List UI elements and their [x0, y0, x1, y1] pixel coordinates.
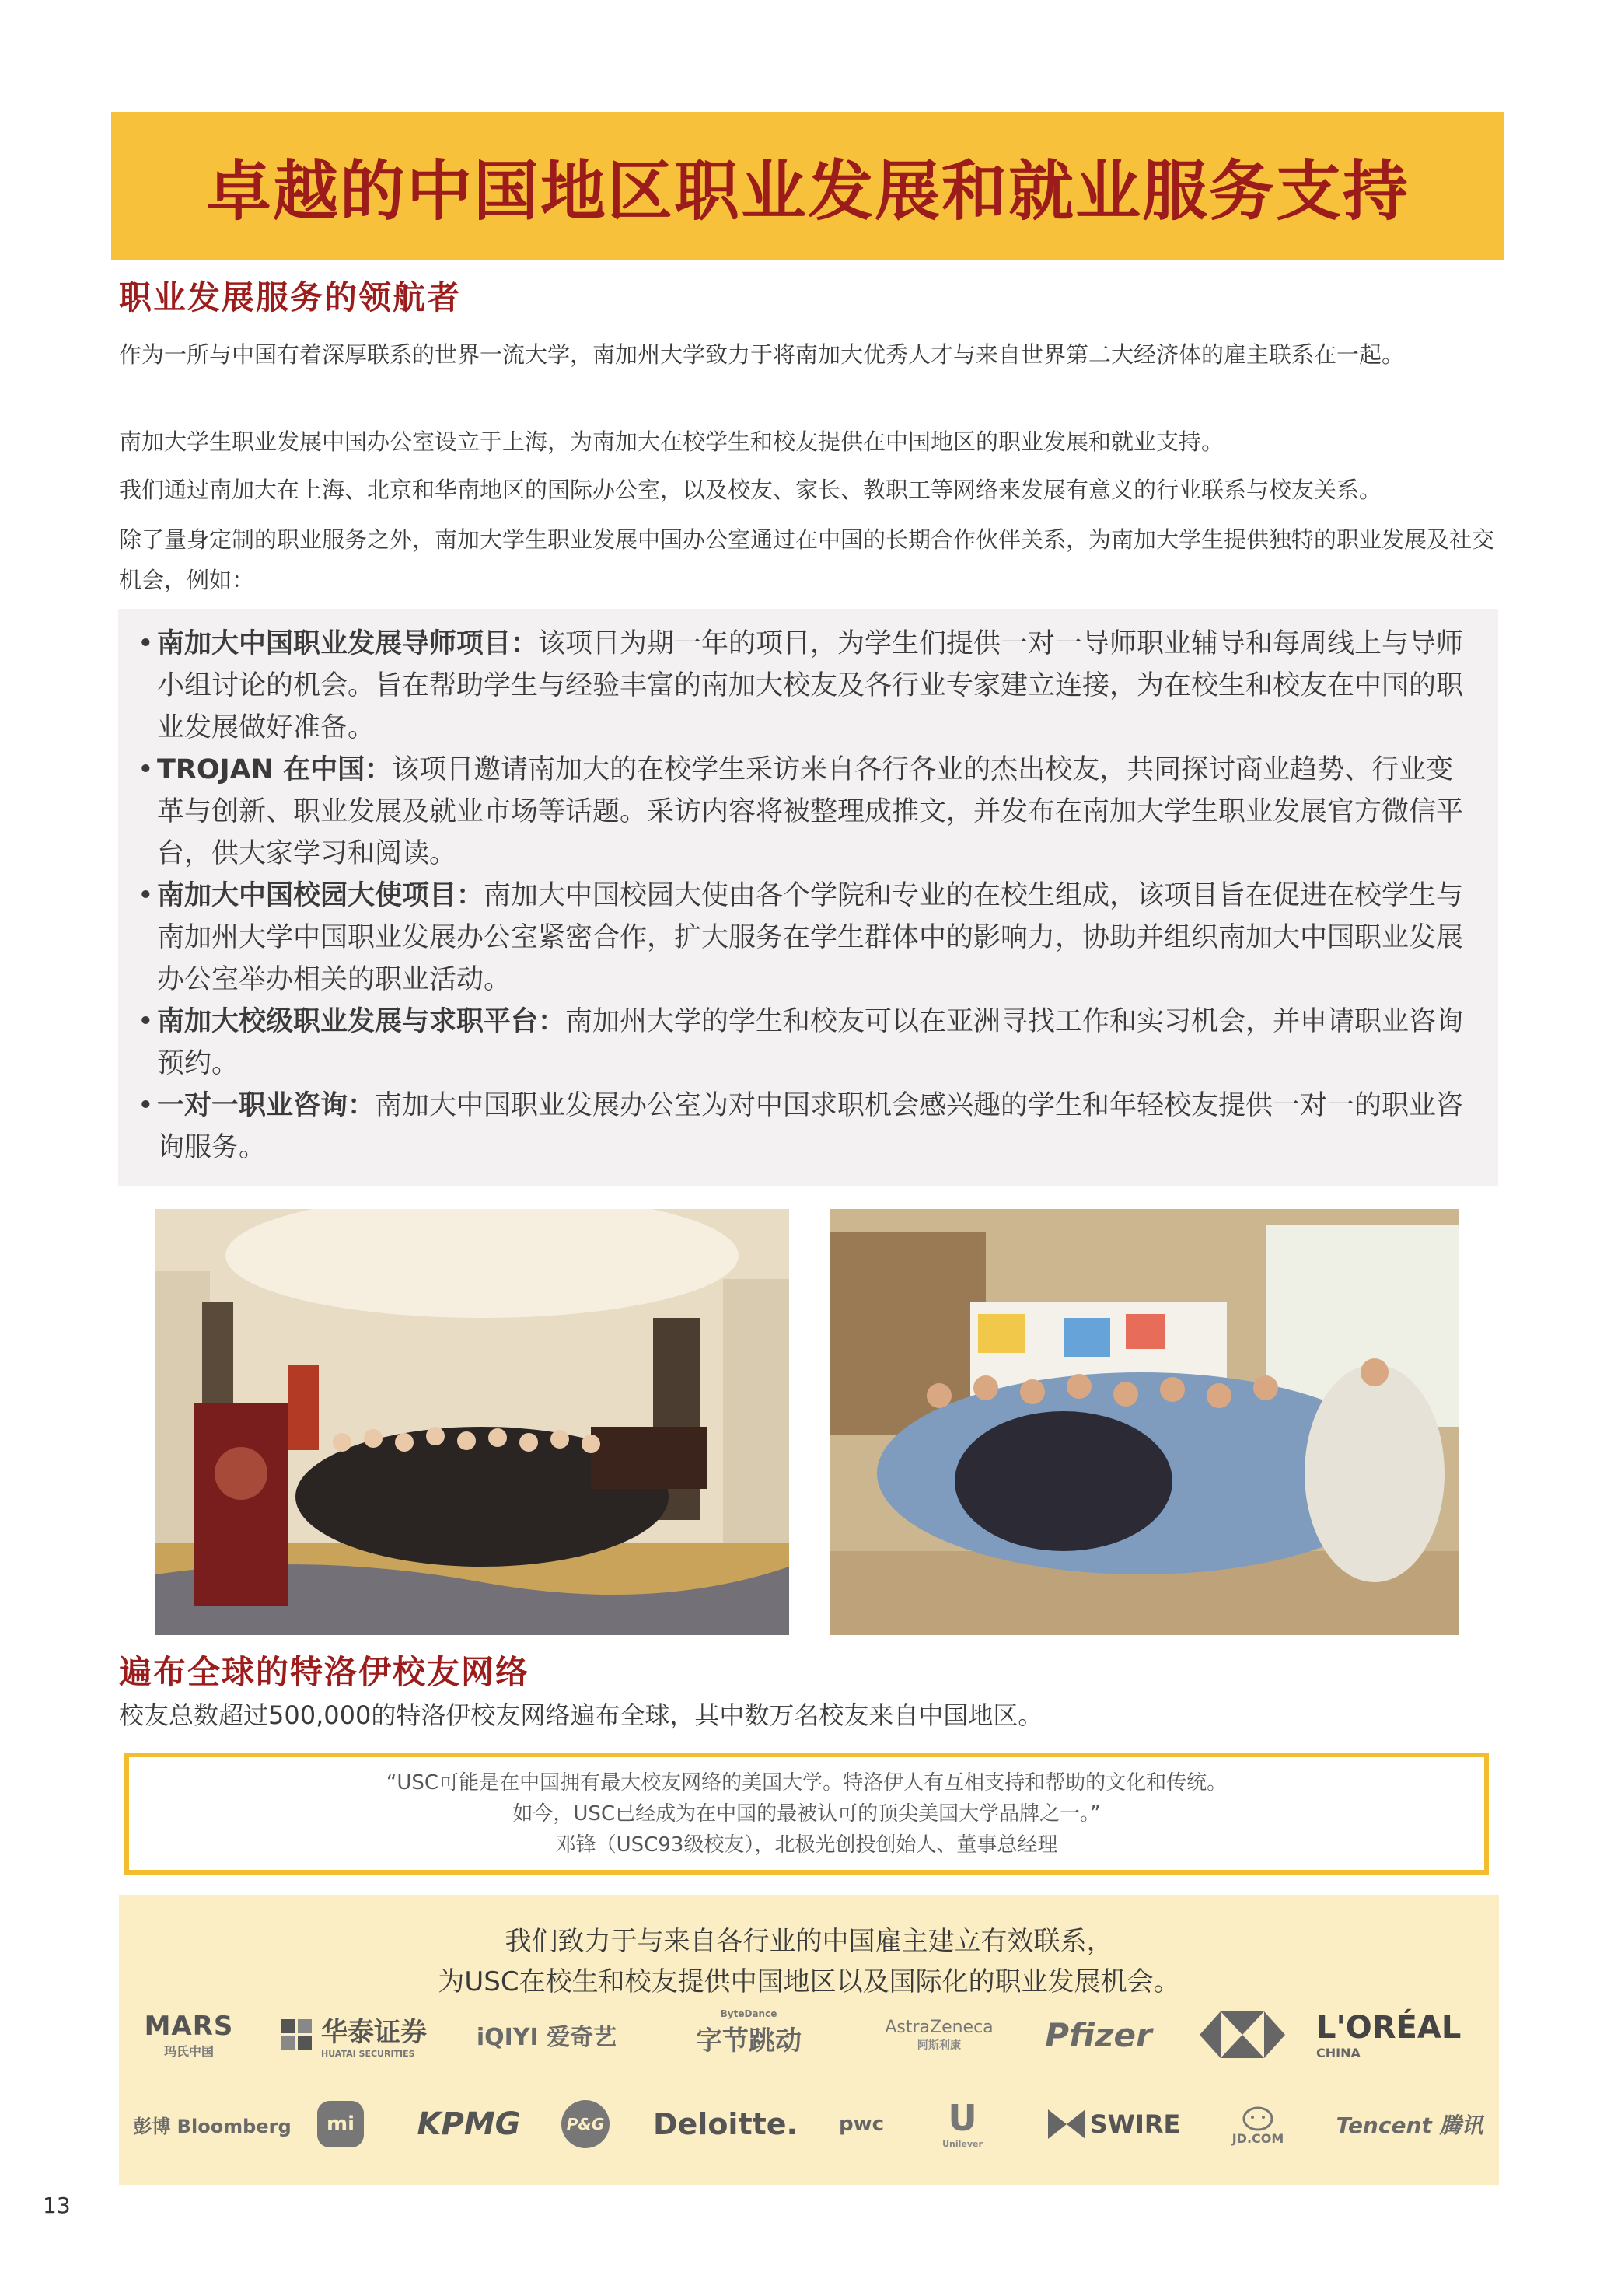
program-description: 南加州大学的学生和校友可以在亚洲寻找工作和实习机会，并申请职业咨询预约。 — [157, 1006, 1464, 1079]
jd-logo: JD.COM — [1207, 2089, 1308, 2156]
hsbc-logo — [1192, 2004, 1293, 2066]
program-name: 南加大校级职业发展与求职平台： — [157, 1006, 566, 1037]
bullet-icon: • — [138, 1006, 154, 1037]
mars-logo: MARS 玛氏中国 — [144, 2010, 234, 2059]
program-name: 南加大中国职业发展导师项目： — [157, 628, 539, 659]
program-description: 该项目邀请南加大的在校学生采访来自各行各业的杰出校友，共同探讨商业趋势、行业变革与创新、职业发展及就业市场等话题。采访内容将被整理成推文，并发布在南加大学生职业发展官方微信平台，供大家学习和阅读。 — [157, 754, 1464, 869]
page-title: 卓越的中国地区职业发展和就业服务支持 — [205, 152, 1410, 229]
bloomberg-logo: 彭博 Bloomberg — [133, 2115, 292, 2137]
iqiyi-logo: iQIYI 爱奇艺 — [476, 2024, 617, 2051]
program-name: 南加大中国校园大使项目： — [157, 880, 484, 911]
event-photo-group — [830, 1209, 1459, 1635]
deloitte-logo: Deloitte. — [652, 2107, 798, 2141]
employer-line: 为USC在校生和校友提供中国地区以及国际化的职业发展机会。 — [438, 1966, 1180, 1997]
swire-icon — [1048, 2109, 1085, 2139]
list-item — [138, 1085, 1467, 1169]
alumni-intro: 校友总数超过500,000的特洛伊校友网络遍布全球，其中数万名校友来自中国地区。 — [119, 1700, 1043, 1730]
program-description: 南加大中国校园大使由各个学院和专业的在校生组成，该项目旨在促进在校学生与南加州大学中国职业发展办公室紧密合作，扩大服务在学生群体中的影响力，协助并组织南加大中国职业发展办公室举办相关的职业活动。 — [157, 880, 1464, 995]
employer-statement — [119, 1921, 1499, 2002]
event-photo-ballroom — [155, 1209, 789, 1635]
jd-dog-icon — [1241, 2100, 1275, 2131]
tencent-logo: Tencent 腾讯 — [1336, 2113, 1483, 2138]
bullet-icon: • — [138, 880, 154, 911]
career-heading: 职业发展服务的领航者 — [119, 278, 462, 316]
kpmg-logo: KPMG — [417, 2106, 521, 2142]
opportunities-paragraph: 除了量身定制的职业服务之外，南加大学生职业发展中国办公室通过在中国的长期合作伙伴关系，为南加大学生提供独特的职业发展及社交机会，例如： — [119, 526, 1495, 593]
huatai-icon — [278, 2016, 315, 2053]
office-paragraph: 南加大学生职业发展中国办公室设立于上海，为南加大在校学生和校友提供在中国地区的职业发展和就业支持。 — [119, 428, 1224, 455]
loreal-logo: L'ORÉAL CHINA — [1316, 2009, 1462, 2060]
bullet-icon: • — [138, 754, 154, 785]
title-banner — [111, 112, 1504, 260]
bullet-icon: • — [138, 1090, 154, 1121]
program-description: 该项目为期一年的项目，为学生们提供一对一导师职业辅导和每周线上与导师小组讨论的机会。旨在帮助学生与经验丰富的南加大校友及各行业专家建立连接，为在校生和校友在中国的职业发展做好准备。 — [157, 628, 1464, 743]
pwc-logo: pwc — [838, 2113, 885, 2136]
xiaomi-logo: mi — [313, 2099, 368, 2150]
quote-attribution: 邓锋（USC93级校友），北极光创投创始人、董事总经理 — [555, 1833, 1058, 1857]
quote-line: 如今，USC已经成为在中国的最被认可的顶尖美国大学品牌之一。” — [512, 1802, 1101, 1826]
astrazeneca-logo: AstraZeneca 阿斯利康 — [885, 2017, 994, 2052]
list-item — [138, 623, 1467, 749]
employer-line: 我们致力于与来自各行业的中国雇主建立有效联系， — [505, 1926, 1113, 1957]
program-name: 一对一职业咨询： — [157, 1090, 376, 1121]
page-number: 13 — [43, 2193, 71, 2218]
program-description: 南加大中国职业发展办公室为对中国求职机会感兴趣的学生和年轻校友提供一对一的职业咨询服务。 — [157, 1090, 1464, 1163]
hsbc-hexagon-icon — [1200, 2011, 1285, 2058]
bullet-icon: • — [138, 628, 154, 659]
list-item — [138, 749, 1467, 875]
unilever-logo: U Unilever — [942, 2096, 983, 2149]
list-item — [138, 1001, 1467, 1085]
alumni-quote — [124, 1753, 1489, 1875]
employer-section — [119, 1895, 1499, 2185]
pg-logo: P&G — [558, 2099, 613, 2150]
intro-paragraph: 作为一所与中国有着深厚联系的世界一流大学，南加州大学致力于将南加大优秀人才与来自世界第二大经济体的雇主联系在一起。 — [119, 341, 1405, 368]
bytedance-logo: ByteDance 字节跳动 — [696, 2008, 802, 2057]
pfizer-logo: Pfizer — [1045, 2015, 1152, 2054]
list-item — [138, 875, 1467, 1001]
program-list — [118, 609, 1498, 1186]
program-name: TROJAN 在中国： — [157, 754, 393, 785]
huatai-logo: 华泰证券 HUATAI SECURITIES — [259, 2008, 445, 2062]
network-paragraph: 我们通过南加大在上海、北京和华南地区的国际办公室，以及校友、家长、教职工等网络来发展有意义的行业联系与校友关系。 — [119, 477, 1382, 503]
swire-logo: SWIRE — [1044, 2101, 1184, 2147]
quote-line: “USC可能是在中国拥有最大校友网络的美国大学。特洛伊人有互相支持和帮助的文化和传统。 — [386, 1770, 1228, 1795]
alumni-heading: 遍布全球的特洛伊校友网络 — [119, 1653, 530, 1691]
